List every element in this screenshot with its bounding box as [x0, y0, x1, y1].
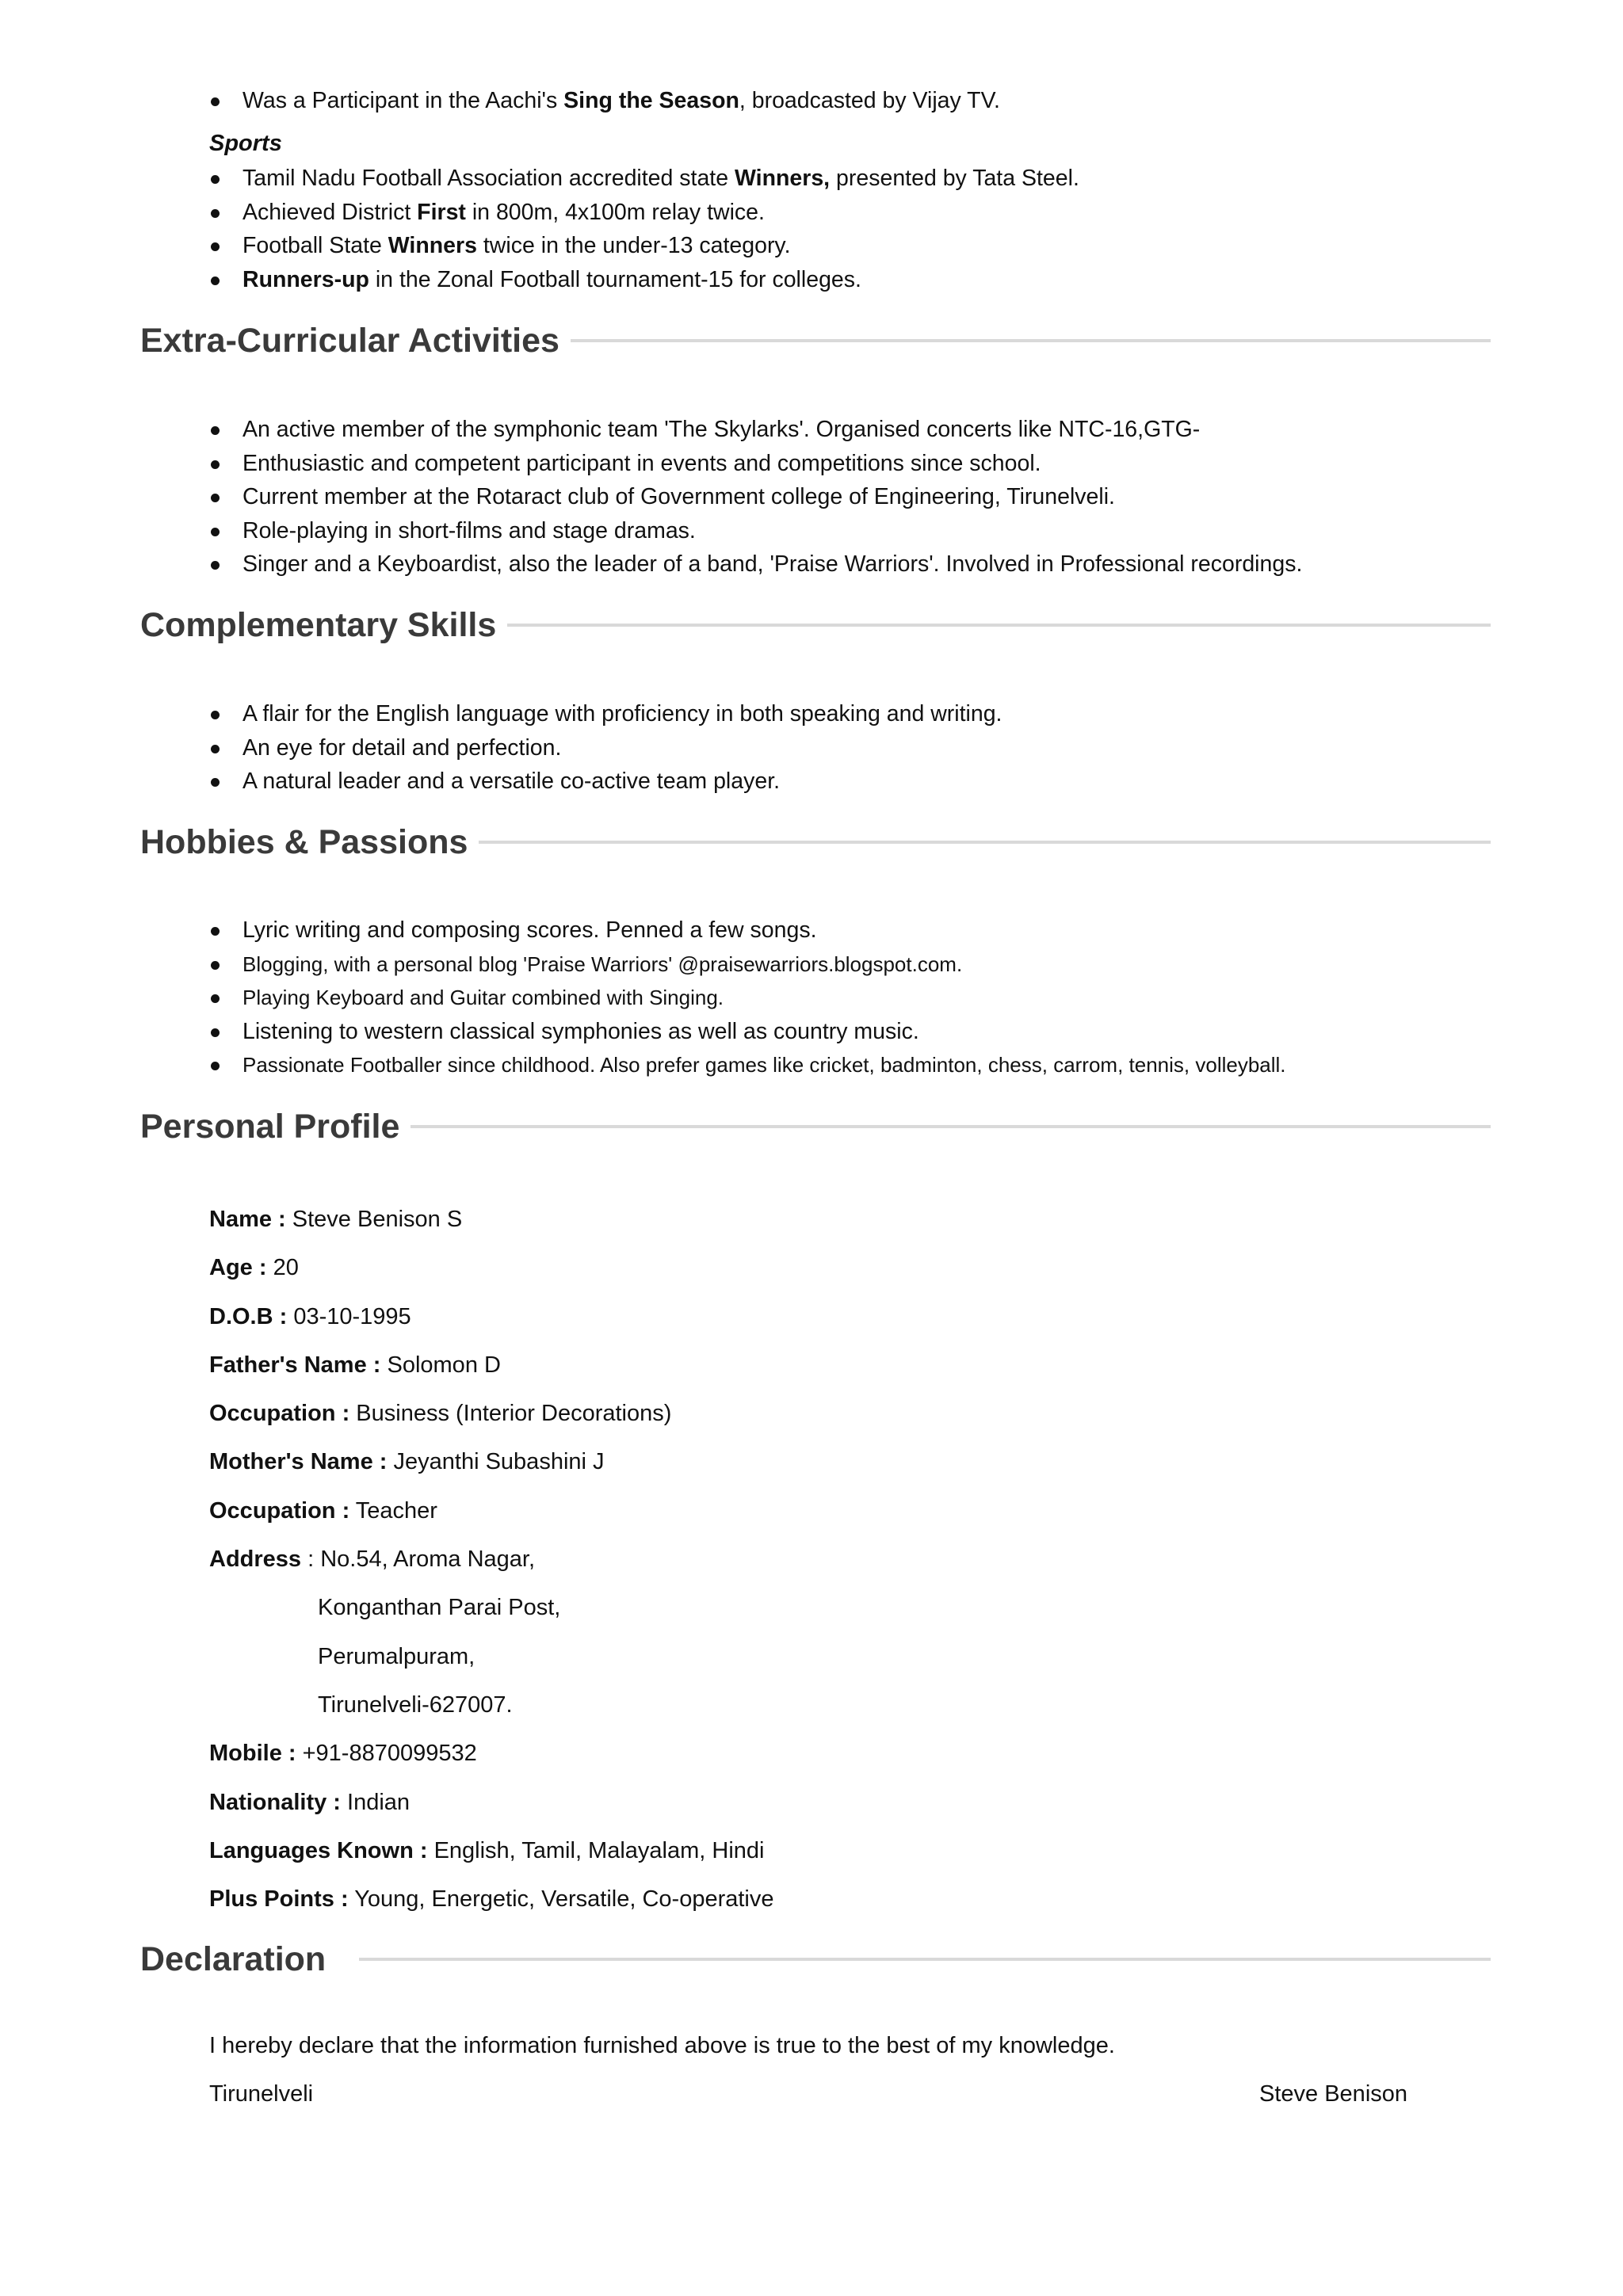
list-item: An eye for detail and perfection.	[208, 731, 1002, 765]
bullet-icon	[211, 1062, 220, 1070]
profile-plus-points: Plus Points : Young, Energetic, Versatile, Co-operative	[209, 1886, 774, 1913]
profile-details	[209, 1196, 774, 1924]
profile-address-line: Perumalpuram,	[318, 1643, 475, 1669]
bullet-icon	[211, 927, 220, 936]
list-item: A flair for the English language with proficiency in both speaking and writing.	[208, 697, 1002, 731]
profile-dob: D.O.B : 03-10-1995	[209, 1303, 411, 1329]
list-item: Singer and a Keyboardist, also the leader of a band, 'Praise Warriors'. Involved in Professional recordings.	[208, 547, 1302, 582]
section-heading: Complementary Skills	[140, 605, 497, 644]
bullet-icon	[211, 426, 220, 435]
bullet-icon	[211, 242, 220, 251]
bullet-icon	[211, 778, 220, 787]
list-item: A natural leader and a versatile co-active team player.	[208, 765, 1002, 799]
profile-age: Age : 20	[209, 1255, 299, 1281]
list-item: Role-playing in short-films and stage dramas.	[208, 514, 1302, 548]
list-item: Was a Participant in the Aachi's Sing the Season, broadcasted by Vijay TV.	[208, 84, 1000, 118]
list-item: Tamil Nadu Football Association accredited state Winners, presented by Tata Steel.	[208, 162, 1079, 196]
section-hobbies	[140, 818, 1491, 866]
list-item: Blogging, with a personal blog 'Praise Warriors' @praisewarriors.blogspot.com.	[208, 948, 1286, 982]
bullet-icon	[211, 745, 220, 753]
bullet-icon	[211, 175, 220, 184]
section-heading: Hobbies & Passions	[140, 822, 468, 861]
profile-nationality: Nationality : Indian	[209, 1789, 411, 1815]
section-personal-profile	[140, 1103, 1491, 1150]
declaration-text: I hereby declare that the information furnished above is true to the best of my knowledge.	[209, 2033, 1115, 2058]
section-divider	[479, 841, 1491, 844]
section-heading: Personal Profile	[140, 1107, 400, 1146]
bullet-icon	[211, 97, 220, 106]
extra-curricular-list	[208, 413, 1302, 582]
profile-father-occupation: Occupation : Business (Interior Decorations)	[209, 1401, 672, 1427]
profile-languages: Languages Known : English, Tamil, Malayalam, Hindi	[209, 1837, 765, 1863]
profile-address-line: Tirunelveli-627007.	[318, 1691, 513, 1718]
bullet-icon	[211, 961, 220, 970]
sports-subheading: Sports	[209, 131, 282, 156]
profile-name: Name : Steve Benison S	[209, 1207, 463, 1232]
declaration-place: Tirunelveli	[209, 2081, 314, 2107]
profile-mother-name: Mother's Name : Jeyanthi Subashini J	[209, 1449, 605, 1475]
list-item: Achieved District First in 800m, 4x100m relay twice.	[208, 196, 1079, 230]
section-divider	[359, 1958, 1491, 1961]
bullet-icon	[211, 994, 220, 1003]
list-item: Football State Winners twice in the under-13 category.	[208, 229, 1079, 263]
declaration-signature: Steve Benison	[1259, 2081, 1408, 2107]
list-item: Lyric writing and composing scores. Penned a few songs.	[208, 913, 1286, 948]
list-item: An active member of the symphonic team 'The Skylarks'. Organised concerts like NTC-16,GTG-	[208, 413, 1302, 447]
bullet-icon	[211, 528, 220, 536]
section-complementary-skills	[140, 601, 1491, 649]
section-divider	[411, 1125, 1491, 1128]
list-item: Enthusiastic and competent participant in events and competitions since school.	[208, 447, 1302, 481]
hobbies-list	[208, 913, 1286, 1082]
profile-mother-occupation: Occupation : Teacher	[209, 1497, 437, 1524]
sports-list	[208, 162, 1079, 296]
bullet-icon	[211, 494, 220, 502]
section-divider	[507, 624, 1491, 627]
profile-address-line: Konganthan Parai Post,	[318, 1595, 561, 1621]
list-item: Listening to western classical symphonies as well as country music.	[208, 1015, 1286, 1049]
profile-father-name: Father's Name : Solomon D	[209, 1352, 501, 1378]
bullet-icon	[211, 1028, 220, 1037]
list-item: Current member at the Rotaract club of Government college of Engineering, Tirunelveli.	[208, 480, 1302, 514]
list-item: Passionate Footballer since childhood. Also prefer games like cricket, badminton, chess, carrom, tennis, volleyball.	[208, 1048, 1286, 1082]
section-declaration	[140, 1936, 1491, 1983]
participation-list	[208, 84, 1000, 118]
profile-mobile: Mobile : +91-8870099532	[209, 1741, 477, 1767]
section-divider	[571, 339, 1491, 342]
bullet-icon	[211, 711, 220, 719]
bullet-icon	[211, 460, 220, 469]
section-extra-curricular	[140, 317, 1491, 364]
profile-address: Address : No.54, Aroma Nagar,	[209, 1547, 536, 1573]
section-heading: Declaration	[140, 1939, 327, 1978]
bullet-icon	[211, 561, 220, 570]
bullet-icon	[211, 209, 220, 218]
skills-list	[208, 697, 1002, 799]
list-item: Playing Keyboard and Guitar combined with Singing.	[208, 981, 1286, 1015]
bullet-icon	[211, 277, 220, 285]
section-heading: Extra-Curricular Activities	[140, 321, 559, 360]
list-item: Runners-up in the Zonal Football tournament-15 for colleges.	[208, 263, 1079, 297]
